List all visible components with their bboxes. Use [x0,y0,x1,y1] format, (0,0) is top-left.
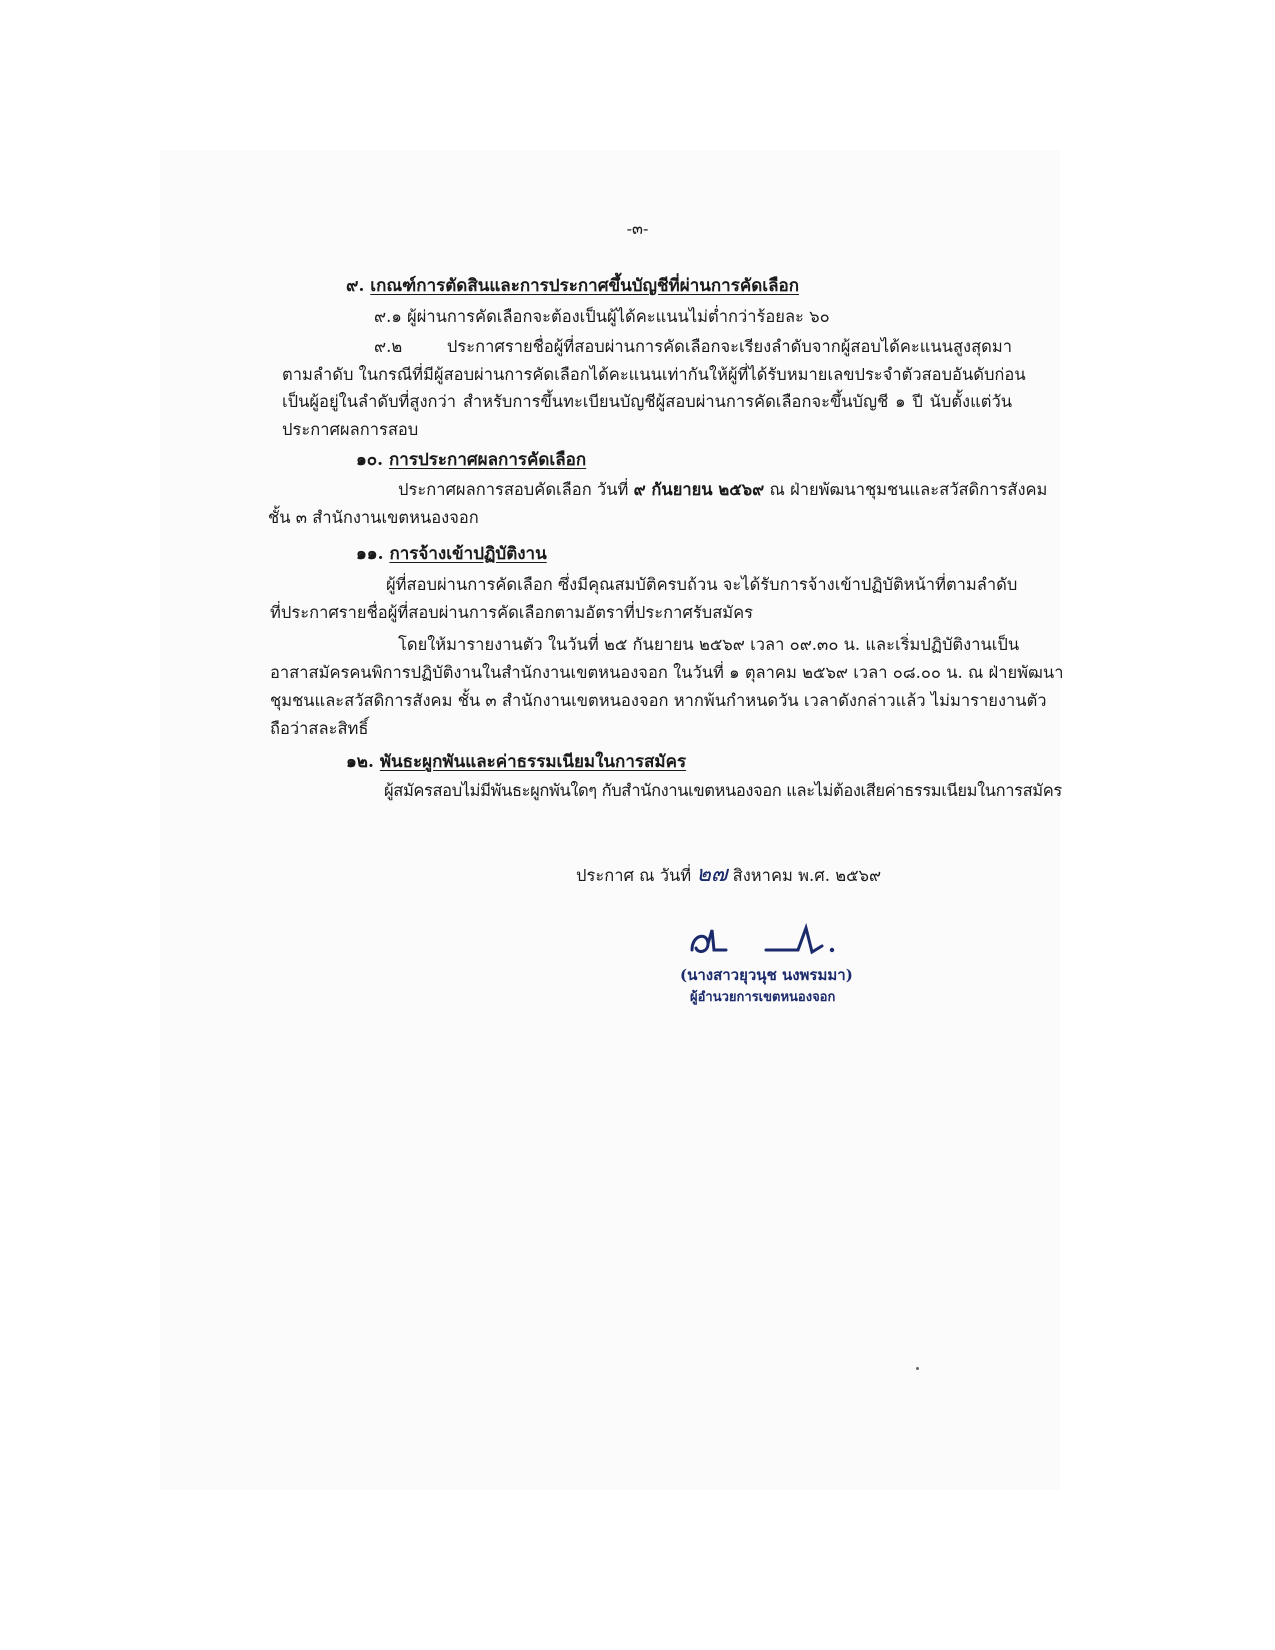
page-number: -๓- [626,219,649,238]
section-9-title: เกณฑ์การตัดสินและการประกาศขึ้นบัญชีที่ผ่านการคัดเลือก [370,276,799,296]
section-9-2-line-4: ประกาศผลการสอบ [282,420,419,439]
section-9-2-line-3: เป็นผู้อยู่ในลำดับที่สูงกว่า สำหรับการขึ้นทะเบียนบัญชีผู้สอบผ่านการคัดเลือกจะขึ้นบัญชี ๑ ปี นับตั้งแต่วัน [282,392,1012,411]
section-9-2-line-2: ตามลำดับ ในกรณีที่มีผู้สอบผ่านการคัดเลือกได้คะแนนเท่ากันให้ผู้ที่ได้รับหมายเลขประจำตัวสอบอันดับก่อน [282,365,1026,384]
section-11-p1-line-2: ที่ประกาศรายชื่อผู้ที่สอบผ่านการคัดเลือกตามอัตราที่ประกาศรับสมัคร [270,603,754,622]
announce-suffix: สิงหาคม พ.ศ. ๒๕๖๙ [727,866,882,885]
section-11-p2-line-3: ชุมชนและสวัสดิการสังคม ชั้น ๓ สำนักงานเขตหนองจอก หากพ้นกำหนดวัน เวลาดังกล่าวแล้ว ไม่มารายงานตัว [270,691,1047,710]
announce-date [576,856,881,891]
section-11-title: การจ้างเข้าปฏิบัติงาน [389,544,547,564]
section-10-text-b: ณ ฝ่ายพัฒนาชุมชนและสวัสดิการสังคม [764,480,1048,499]
section-11-heading [356,540,547,567]
handwritten-signature [686,920,856,962]
scan-speck [916,1367,919,1370]
section-10-number: ๑๐. [356,450,384,470]
section-12-line-1: ผู้สมัครสอบไม่มีพันธะผูกพันใดๆ กับสำนักงานเขตหนองจอก และไม่ต้องเสียค่าธรรมเนียมในการสมัคร [384,781,1062,800]
section-11-p1-line-1: ผู้ที่สอบผ่านการคัดเลือก ซึ่งมีคุณสมบัติครบถ้วน จะได้รับการจ้างเข้าปฏิบัติหน้าที่ตามลำดับ [386,575,1018,594]
announce-prefix: ประกาศ ณ วันที่ [576,866,697,885]
section-10-text-a: ประกาศผลการสอบคัดเลือก วันที่ [398,480,634,499]
section-10-title: การประกาศผลการคัดเลือก [389,450,587,470]
announce-day: ๒๗ [696,862,728,887]
section-11-number: ๑๑. [356,544,384,564]
section-10-heading [356,446,586,473]
section-10-line-1 [398,477,1048,503]
section-10-date: ๙ กันยายน ๒๕๖๙ [633,480,765,499]
signatory-title: ผู้อำนวยการเขตหนองจอก [690,990,836,1005]
section-9-2-line-1: ๙.๒ ประกาศรายชื่อผู้ที่สอบผ่านการคัดเลือกจะเรียงลำดับจากผู้สอบได้คะแนนสูงสุดมา [374,337,1012,356]
section-9-1-text: ๙.๑ ผู้ผ่านการคัดเลือกจะต้องเป็นผู้ได้คะแนนไม่ต่ำกว่าร้อยละ ๖๐ [374,307,830,326]
section-11-p2-line-4: ถือว่าสละสิทธิ์ [270,719,369,738]
section-9-number: ๙. [346,276,365,296]
section-12-title: พันธะผูกพันและค่าธรรมเนียมในการสมัคร [379,752,687,772]
section-9-heading [346,272,799,299]
section-12-number: ๑๒. [346,752,374,772]
section-10-line-2: ชั้น ๓ สำนักงานเขตหนองจอก [268,508,479,527]
signatory-name: (นางสาวยุวนุช นงพรมมา) [680,966,853,984]
section-11-p2-line-1: โดยให้มารายงานตัว ในวันที่ ๒๕ กันยายน ๒๕๖๙ เวลา ๐๙.๓๐ น. และเริ่มปฏิบัติงานเป็น [398,635,1020,654]
section-11-p2-line-2: อาสาสมัครคนพิการปฏิบัติงานในสำนักงานเขตหนองจอก ในวันที่ ๑ ตุลาคม ๒๕๖๙ เวลา ๐๘.๐๐ น. ณ ฝ่ายพัฒนา [270,663,1064,682]
section-12-heading [346,748,686,775]
